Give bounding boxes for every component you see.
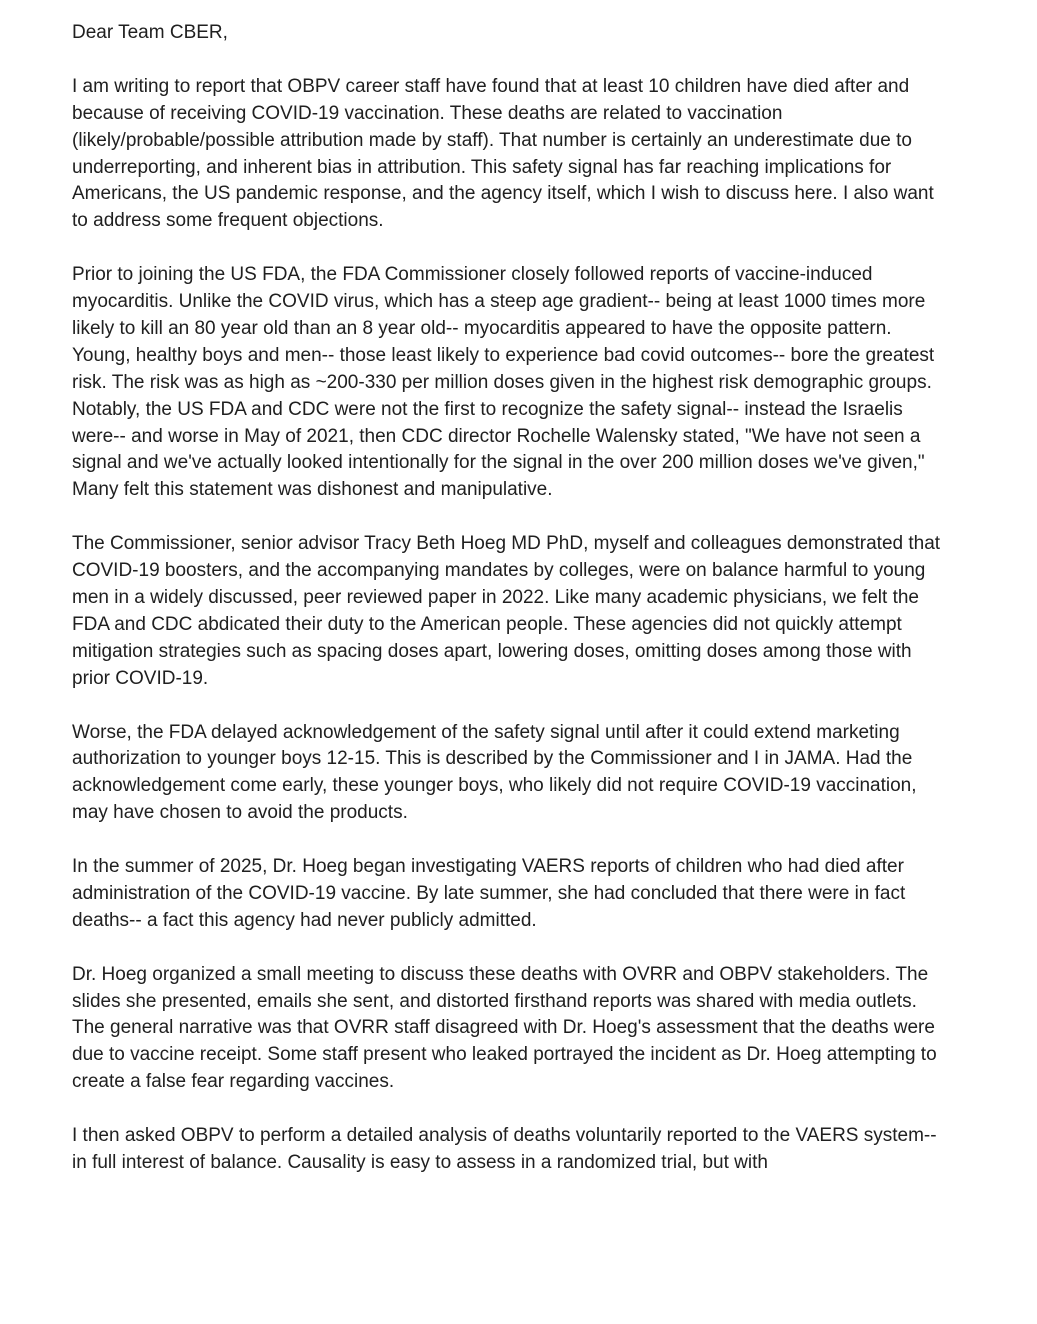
paragraph-booster-paper: The Commissioner, senior advisor Tracy Beth Hoeg MD PhD, myself and colleagues demonstrated that COVID-19 boosters, and the accompanying mandates by colleges, were on balance harmful to young men in a widely discussed, peer reviewed paper in 2022. Like many academic physicians, we felt the FDA and CDC abdicated their duty to the American people. These agencies did not quickly attempt mitigation strategies such as spacing doses apart, lowering doses, omitting doses among those with prior COVID-19. [72,533,941,689]
paragraph-report-child-deaths: I am writing to report that OBPV career staff have found that at least 10 children have died after and because of receiving COVID-19 vaccination. These deaths are related to vaccination (likely/probable/possible attribution made by staff). That number is certainly an underestimate due to underreporting, and inherent bias in attribution. This safety signal has far reaching implications for Americans, the US pandemic response, and the agency itself, which I wish to discuss here. I also want to address some frequent objections. [72,75,934,232]
letter-body [72,20,952,1177]
paragraph-delayed-acknowledgement: Worse, the FDA delayed acknowledgement of the safety signal until after it could extend marketing authorization to younger boys 12-15. This is described by the Commissioner and I in JAMA. Had the acknowledgement come early, these younger boys, who likely did not require COVID-19 vaccination, may have chosen to avoid the products. [72,721,917,824]
paragraph-vaers-investigation: In the summer of 2025, Dr. Hoeg began investigating VAERS reports of children who had died after administration of the COVID-19 vaccine. By late summer, she had concluded that there were in fact deaths-- a fact this agency had never publicly admitted. [72,856,906,931]
paragraph-obpv-analysis: I then asked OBPV to perform a detailed analysis of deaths voluntarily reported to the VAERS system-- in full interest of balance. Causality is easy to assess in a randomized trial, but with [72,1125,937,1173]
paragraph-myocarditis-background: Prior to joining the US FDA, the FDA Commissioner closely followed reports of vaccine-induced myocarditis. Unlike the COVID virus, which has a steep age gradient-- being at least 1000 times more likely to kill an 80 year old than an 8 year old-- myocarditis appeared to have the opposite pattern. Young, healthy boys and men-- those least likely to experience bad covid outcomes-- bore the greatest risk. The risk was as high as ~200-330 per million doses given in the highest risk demographic groups. Notably, the US FDA and CDC were not the first to recognize the safety signal-- instead the Israelis were-- and worse in May of 2021, then CDC director Rochelle Walensky stated, "We have not seen a signal and we've actually looked intentionally for the signal in the over 200 million doses we've given," Many felt this statement was dishonest and manipulative. [72,264,935,501]
paragraph-meeting-leak: Dr. Hoeg organized a small meeting to discuss these deaths with OVRR and OBPV stakeholders. The slides she presented, emails she sent, and distorted firsthand reports was shared with media outlets. The general narrative was that OVRR staff disagreed with Dr. Hoeg's assessment that the deaths were due to vaccine receipt. Some staff present who leaked portrayed the incident as Dr. Hoeg attempting to create a false fear regarding vaccines. [72,963,937,1093]
salutation: Dear Team CBER, [72,22,228,43]
